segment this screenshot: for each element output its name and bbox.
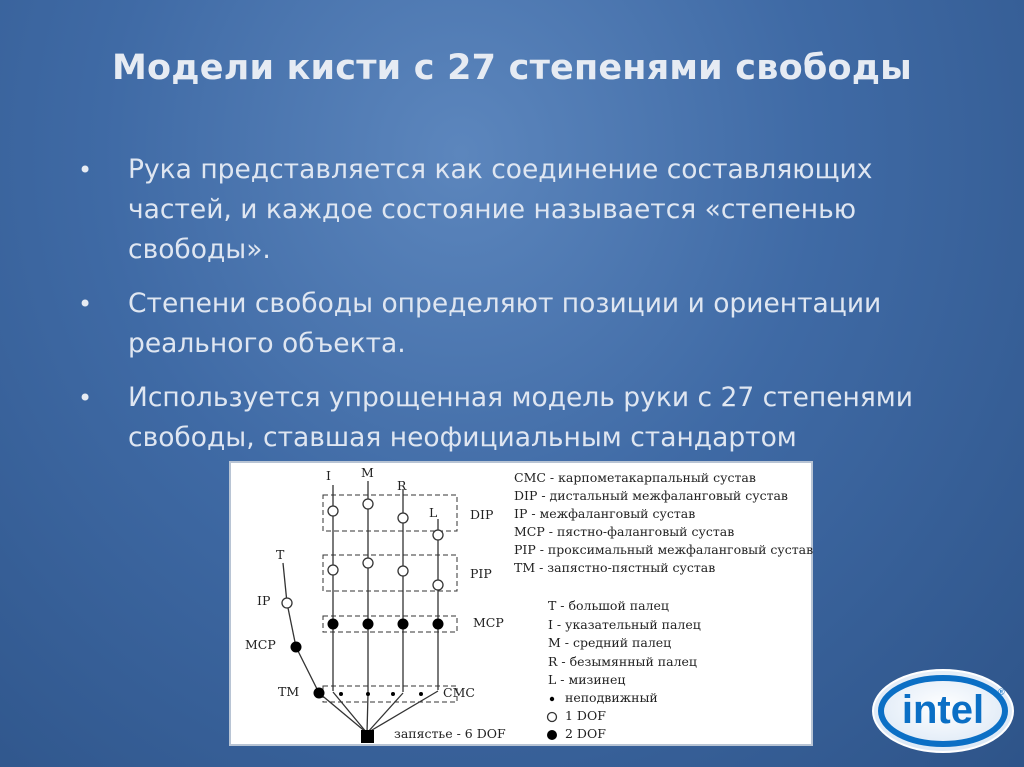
open-circle-icon	[328, 506, 338, 516]
open-circle-icon	[328, 565, 338, 575]
wrist-label: запястье - 6 DOF	[394, 726, 506, 741]
legend-line: CMC - карпометакарпальный сустав	[514, 470, 756, 485]
symbol-label-1dof: 1 DOF	[565, 708, 606, 723]
finger-label-r: R	[397, 478, 407, 493]
filled-circle-icon	[433, 619, 444, 630]
slide-title: Модели кисти с 27 степенями свободы	[111, 48, 913, 88]
hand-model-diagram	[229, 461, 813, 746]
open-circle-icon	[398, 513, 408, 523]
filled-circle-icon	[291, 642, 302, 653]
open-circle-icon	[363, 499, 373, 509]
filled-circle-icon	[547, 730, 557, 740]
symbol-label-fixed: неподвижный	[565, 690, 658, 705]
open-circle-icon	[363, 558, 373, 568]
legend-line: M - средний палец	[548, 635, 672, 650]
small-dot-icon	[550, 697, 554, 701]
bullet-item	[78, 378, 958, 458]
finger-label-l: L	[429, 505, 438, 520]
legend-line: IP - межфаланговый сустав	[514, 506, 696, 521]
bullet-item	[78, 150, 958, 270]
open-circle-icon	[433, 580, 443, 590]
finger-label-i: I	[326, 468, 331, 483]
small-dot-icon	[339, 692, 343, 696]
joint-label-cmc: CMC	[443, 685, 475, 700]
legend-line: T - большой палец	[548, 598, 669, 613]
filled-circle-icon	[363, 619, 374, 630]
finger-label-t: T	[276, 547, 285, 562]
finger-label-m: M	[361, 465, 374, 480]
bones	[283, 481, 438, 733]
legend-line: I - указательный палец	[548, 616, 701, 632]
legend-line: R - безымянный палец	[548, 653, 697, 669]
small-dot-icon	[419, 692, 423, 696]
pip-joints	[282, 558, 443, 608]
filled-circle-icon	[314, 688, 325, 699]
bullet-marker: •	[78, 290, 93, 318]
legend-line: PIP - проксимальный межфаланговый сустав	[514, 542, 814, 557]
svg-text:®: ®	[998, 687, 1005, 697]
dip-joints	[328, 499, 443, 540]
cmc-joints	[339, 692, 423, 696]
legend-line: MCP - пястно-фаланговый сустав	[514, 524, 735, 539]
open-circle-icon	[398, 566, 408, 576]
joint-label-mcp-right: MCP	[473, 615, 504, 630]
bullet-item	[78, 284, 958, 364]
joint-label-pip: PIP	[470, 566, 492, 581]
intel-logo	[870, 665, 1016, 755]
legend-line: L - мизинец	[548, 672, 626, 687]
joint-label-mcp: MCP	[245, 637, 276, 652]
filled-circle-icon	[328, 619, 339, 630]
finger-legend	[548, 597, 701, 690]
intel-logo-icon	[870, 665, 1016, 755]
wrist-square-icon	[361, 730, 374, 743]
bullet-text: Рука представляется как соединение составляющих частей, и каждое состояние называется «степенью свободы».	[128, 154, 873, 265]
svg-text:intel: intel	[901, 688, 985, 732]
bullet-text: Степени свободы определяют позиции и ориентации реального объекта.	[128, 288, 882, 359]
open-circle-icon	[548, 713, 557, 722]
joint-label-ip: IP	[257, 593, 271, 608]
joint-label-dip: DIP	[470, 507, 494, 522]
small-dot-icon	[391, 692, 395, 696]
bullet-list	[78, 150, 958, 472]
bullet-marker: •	[78, 384, 93, 412]
cmc-group-box	[323, 686, 457, 702]
joint-label-tm: TM	[278, 684, 300, 699]
bullet-marker: •	[78, 156, 93, 184]
abbreviation-legend	[514, 469, 813, 577]
legend-line: DIP - дистальный межфаланговый сустав	[514, 488, 788, 503]
symbol-label-2dof: 2 DOF	[565, 726, 606, 741]
small-dot-icon	[366, 692, 370, 696]
open-circle-icon	[433, 530, 443, 540]
open-circle-icon	[282, 598, 292, 608]
bullet-text: Используется упрощенная модель руки с 27 степенями свободы, ставшая неофициальным стандартом	[128, 382, 914, 453]
legend-line: TM - запястно-пястный сустав	[514, 560, 716, 575]
filled-circle-icon	[398, 619, 409, 630]
